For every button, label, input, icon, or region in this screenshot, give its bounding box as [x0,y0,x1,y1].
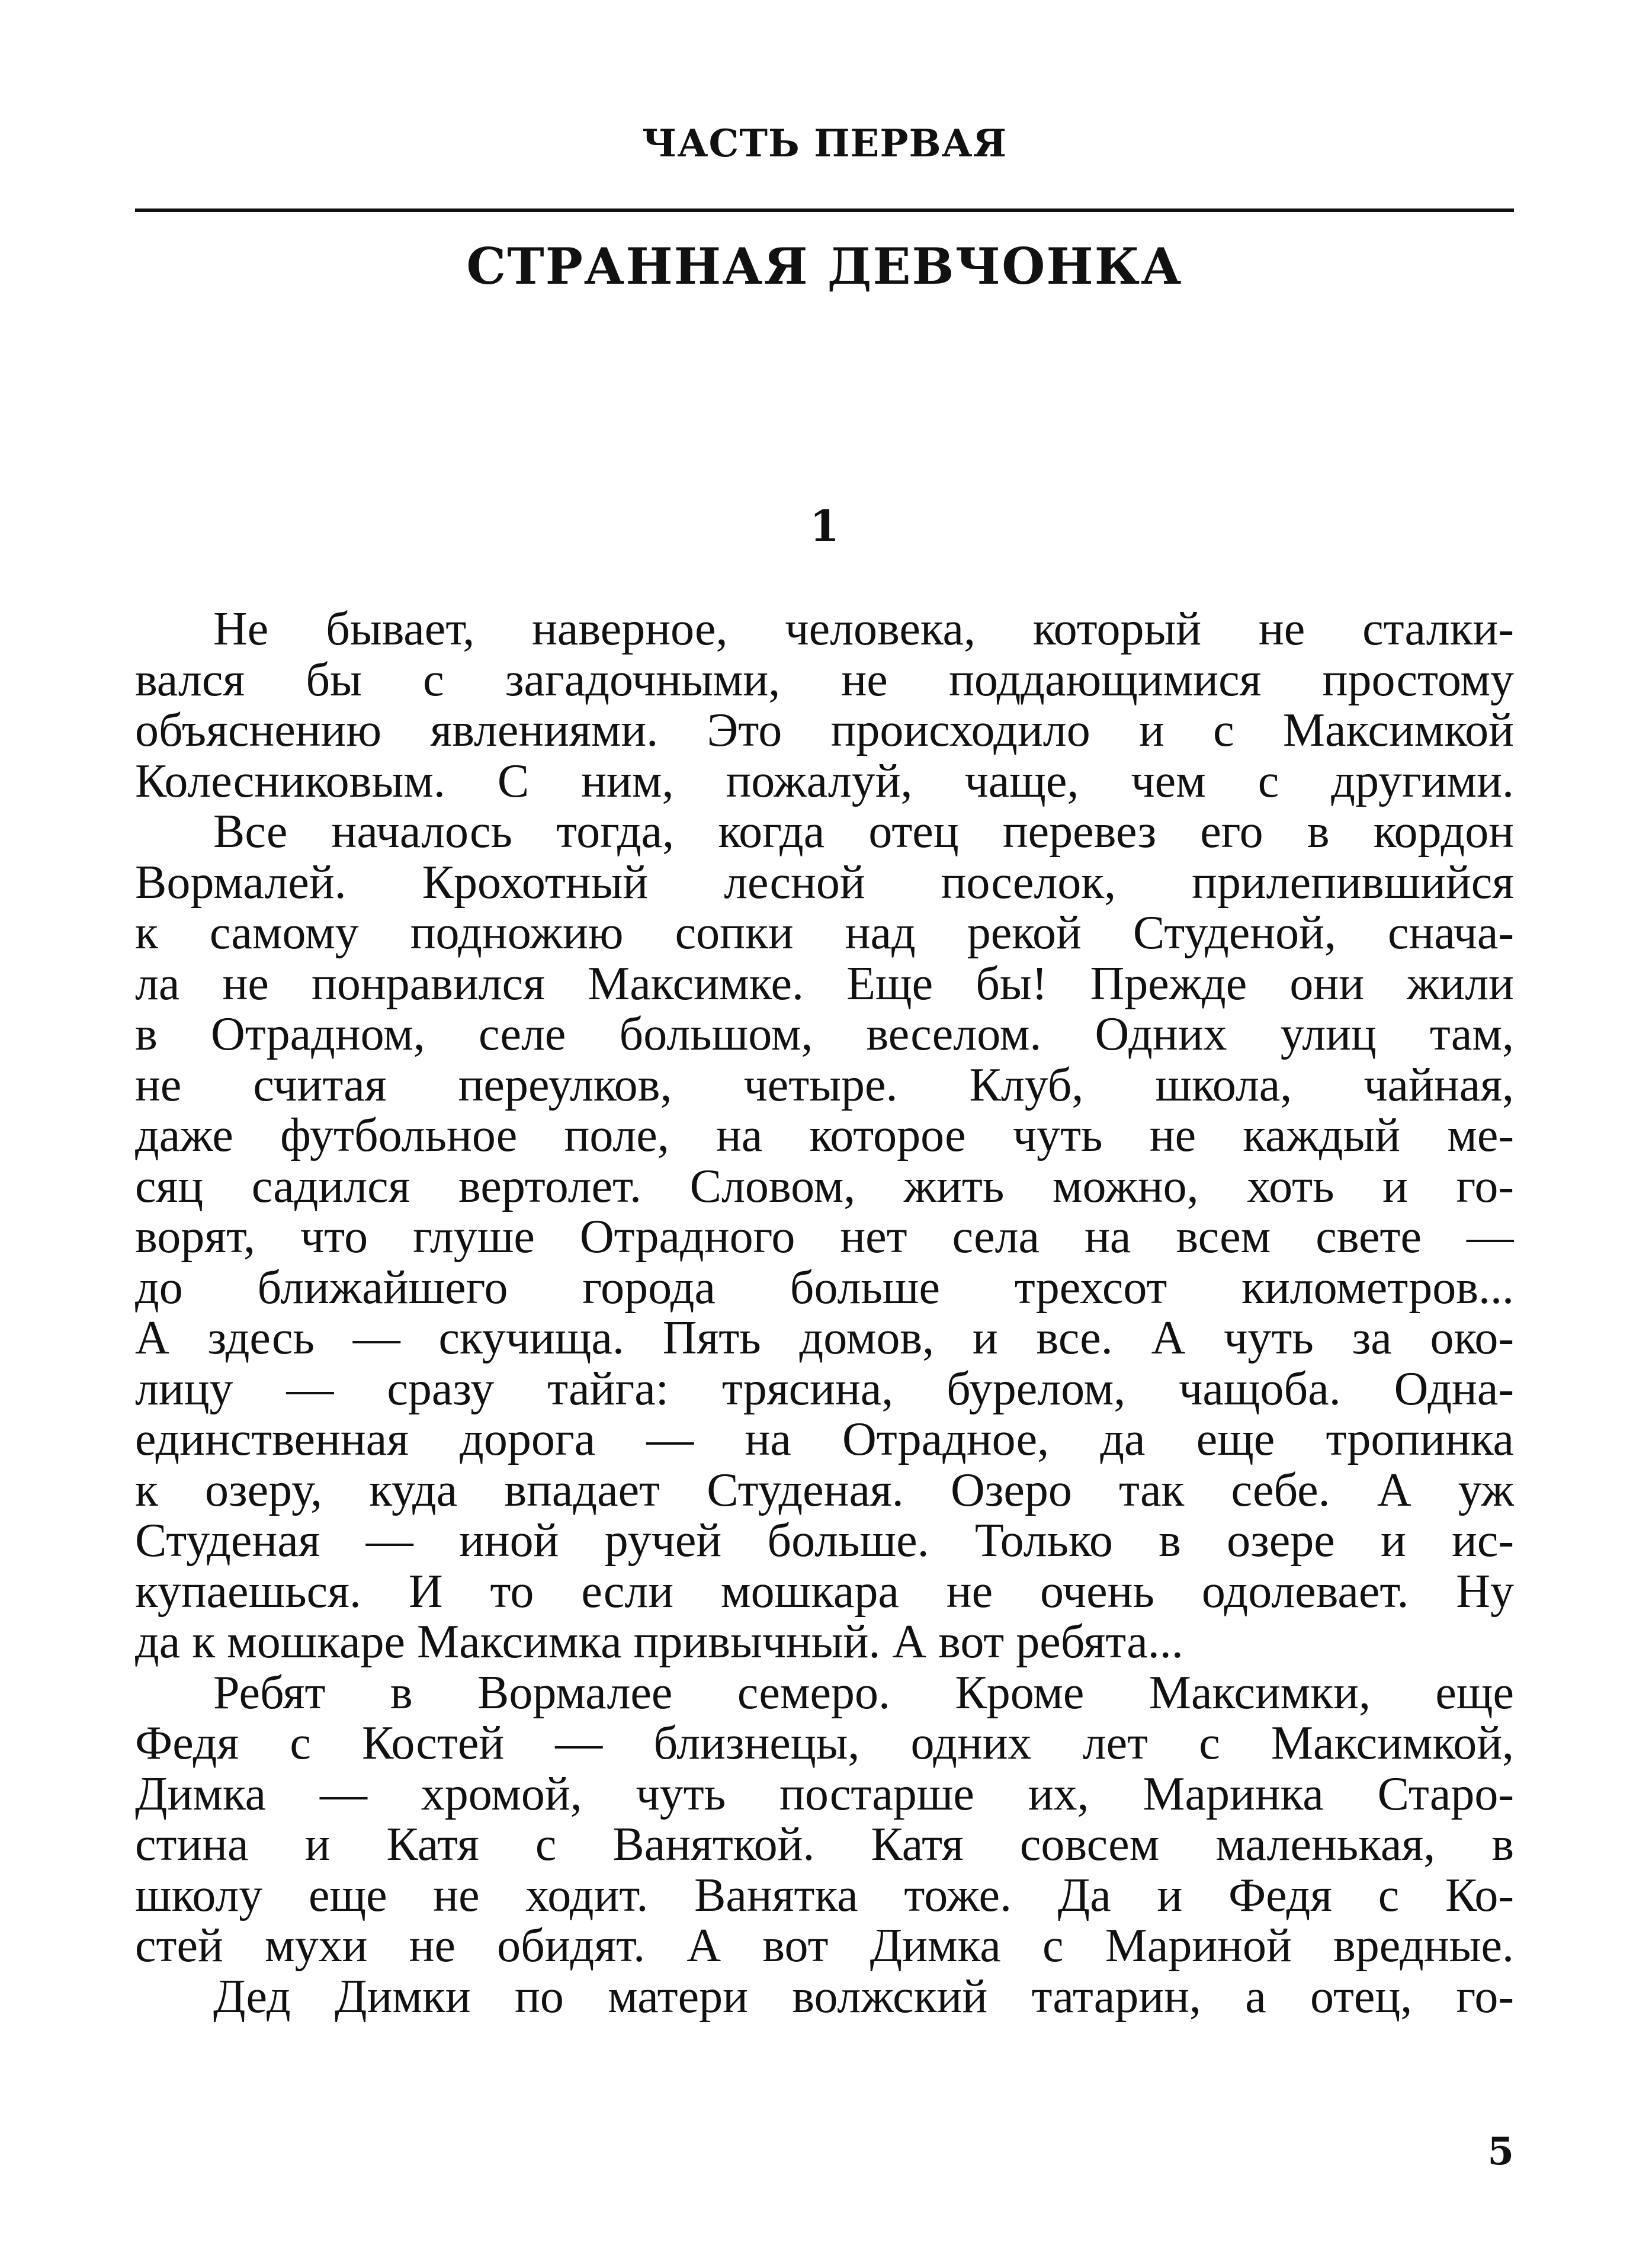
text-line: да к мошкаре Максимка привычный. А вот ребята... [135,1617,1183,1668]
text-line: объяснению явлениями. Это происходило и с Максимкой [135,705,1514,756]
body-text [135,604,1514,2022]
text-line: сяц садился вертолет. Словом, жить можно, хоть и го- [135,1161,1514,1212]
text-line: не считая переулков, четыре. Клуб, школа, чайная, [135,1060,1514,1111]
text-line: Дед Димки по матери волжский татарин, а отец, го- [213,1971,1514,2022]
text-line: стина и Катя с Ваняткой. Катя совсем маленькая, в [135,1820,1514,1871]
horizontal-rule [135,208,1514,212]
text-line: Все началось тогда, когда отец перевез его в кордон [213,807,1514,858]
text-line: Ребят в Вормалее семеро. Кроме Максимки, еще [213,1667,1514,1718]
text-line: ворят, что глуше Отрадного нет села на всем свете — [135,1212,1514,1263]
text-line: Вормалей. Крохотный лесной поселок, прилепившийся [135,857,1514,908]
text-line: единственная дорога — на Отрадное, да еще тропинка [135,1414,1514,1465]
text-line: к озеру, куда впадает Студеная. Озеро так себе. А уж [135,1465,1514,1516]
text-line: Федя с Костей — близнецы, одних лет с Максимкой, [135,1718,1514,1769]
text-line: лицу — сразу тайга: трясина, бурелом, чащоба. Одна- [135,1364,1514,1414]
text-line: Колесниковым. С ним, пожалуй, чаще, чем с другими. [135,756,1514,807]
text-line: к самому подножию сопки над рекой Студеной, снача- [135,908,1514,959]
text-line: А здесь — скучища. Пять домов, и все. А чуть за око- [135,1313,1514,1364]
text-line: купаешься. И то если мошкара не очень одолевает. Ну [135,1566,1514,1617]
text-line: Димка — хромой, чуть постарше их, Маринка Старо- [135,1769,1514,1820]
section-number: 1 [809,501,840,551]
text-line: даже футбольное поле, на которое чуть не каждый ме- [135,1111,1514,1162]
text-line: Не бывает, наверное, человека, который не сталки- [213,604,1514,655]
text-line: стей мухи не обидят. А вот Димка с Мариной вредные. [135,1921,1514,1972]
chapter-title: СТРАННАЯ ДЕВЧОНКА [466,237,1183,296]
text-line: ла не понравился Максимке. Еще бы! Прежде они жили [135,958,1514,1009]
text-line: вался бы с загадочными, не поддающимися простому [135,655,1514,705]
text-line: школу еще не ходит. Ванятка тоже. Да и Федя с Ко- [135,1870,1514,1921]
text-line: Студеная — иной ручей больше. Только в озере и ис- [135,1516,1514,1567]
text-line: в Отрадном, селе большом, веселом. Одних улиц там, [135,1009,1514,1060]
page-number: 5 [1487,2129,1514,2174]
text-line: до ближайшего города больше трехсот километров... [135,1262,1514,1313]
part-title: ЧАСТЬ ПЕРВАЯ [641,121,1008,166]
